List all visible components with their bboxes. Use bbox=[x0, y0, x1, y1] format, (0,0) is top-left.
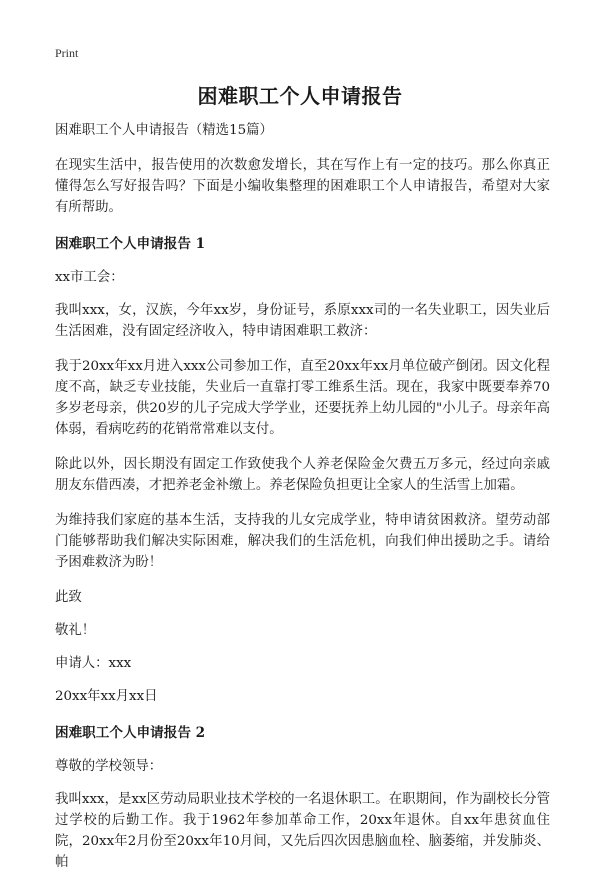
intro-paragraph: 在现实生活中，报告使用的次数愈发增长，其在写作上有一定的技巧。那么你真正懂得怎么写好报告吗？下面是小编收集整理的困难职工个人申请报告，希望对大家有所帮助。 bbox=[55, 158, 550, 215]
section-heading-1: 困难职工个人申请报告 1 bbox=[55, 236, 206, 252]
paragraph: 我叫xxx，女，汉族，今年xx岁，身份证号，系原xxx司的一名失业职工，因失业后生活困难，没有固定经济收入，特申请困难职工救济： bbox=[55, 303, 550, 339]
print-label[interactable]: Print bbox=[55, 46, 79, 60]
closing-line-1: 此致 bbox=[55, 590, 82, 605]
document-body bbox=[55, 120, 550, 887]
document-subtitle: 困难职工个人申请报告（精选15篇） bbox=[55, 123, 273, 138]
paragraph: 我于20xx年xx月进入xxx公司参加工作，直至20xx年xx月单位破产倒闭。因文化程度不高，缺乏专业技能，失业后一直靠打零工维系生活。现在，我家中既要奉养70多岁老母亲，供20岁的儿子完成大学学业，还要抚养上幼儿园的"小儿子。母亲年高体弱，看病吃药的花销常常难以支付。 bbox=[55, 359, 550, 437]
salutation-1: xx市工会： bbox=[55, 270, 124, 285]
section-heading-2: 困难职工个人申请报告 2 bbox=[55, 725, 206, 741]
closing-line-2: 敬礼！ bbox=[55, 623, 96, 638]
date-line: 20xx年xx月xx日 bbox=[55, 689, 158, 704]
paragraph: 我叫xxx，是xx区劳动局职业技术学校的一名退休职工。在职期间，作为副校长分管过学校的后勤工作。我于1962年参加革命工作，20xx年退休。自xx年患贫血住院，20xx年2月份至20xx年10月间，又先后四次因患脑血栓、脑萎缩，并发肺炎、帕 bbox=[55, 792, 550, 870]
document-title: 困难职工个人申请报告 bbox=[197, 84, 403, 108]
paragraph: 除此以外，因长期没有固定工作致使我个人养老保险金欠费五万多元，经过向亲戚朋友东借西凑，才把养老金补缴上。养老保险负担更让全家人的生活雪上加霜。 bbox=[55, 457, 550, 493]
paragraph: 为维持我们家庭的基本生活，支持我的儿女完成学业，特申请贫困救济。望劳动部门能够帮助我们解决实际困难，解决我们的生活危机，向我们伸出援助之手。请给予困难救济为盼！ bbox=[55, 513, 550, 570]
applicant-line: 申请人：xxx bbox=[55, 656, 132, 671]
salutation-2: 尊敬的学校领导： bbox=[55, 759, 163, 774]
